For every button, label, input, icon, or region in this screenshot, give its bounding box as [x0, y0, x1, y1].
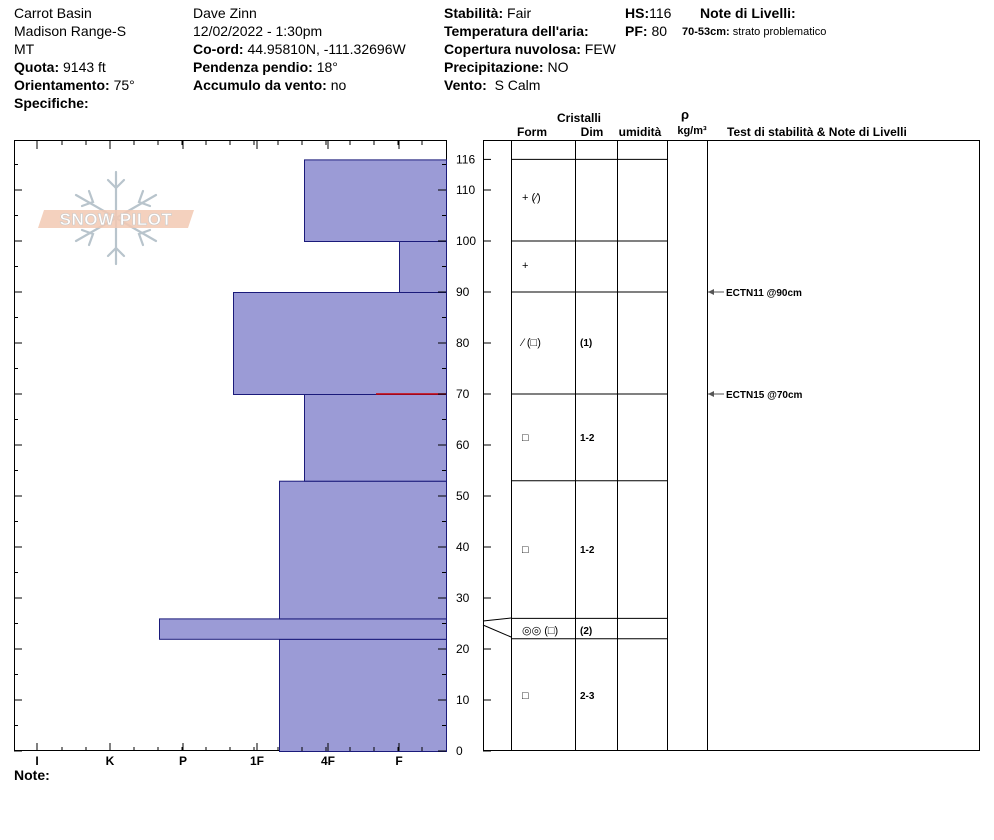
location: Carrot Basin — [14, 5, 92, 21]
connector-bottom — [483, 625, 511, 637]
observer: Dave Zinn — [193, 5, 257, 21]
elevation-label: Quota: — [14, 59, 60, 75]
hardness-layer-0 — [280, 639, 447, 751]
aspect-label: Orientamento: — [14, 77, 110, 93]
hardness-layer-1 — [160, 619, 447, 639]
state: MT — [14, 41, 35, 57]
stability-value: Fair — [507, 5, 532, 21]
depth-label-30: 30 — [456, 591, 470, 605]
elevation-value: 9143 ft — [63, 59, 106, 75]
notes-label: Note: — [14, 767, 50, 783]
depth-label-116: 116 — [456, 152, 476, 167]
depth-label-0: 0 — [456, 744, 463, 758]
connector-top — [483, 618, 511, 621]
crystal-form-0: □ — [522, 690, 529, 702]
crystal-form-2: □ — [522, 544, 529, 556]
hardness-layer-3 — [305, 395, 447, 482]
crystal-form-4: ⁄ (□) — [522, 337, 541, 349]
hardness-label-P: P — [178, 754, 188, 768]
pf-label: PF: — [625, 23, 648, 39]
crystal-size-2: 1-2 — [580, 545, 595, 556]
depth-label-20: 20 — [456, 642, 470, 656]
depth-label-90: 90 — [456, 285, 470, 299]
hardness-label-K: K — [105, 754, 115, 768]
wind-loading-value: no — [330, 77, 347, 93]
precip-label: Precipitazione: — [444, 59, 544, 75]
crystal-form-3: □ — [522, 432, 529, 444]
hardness-label-I: I — [35, 754, 39, 768]
aspect-value: 75° — [113, 77, 135, 93]
hardness-layer-6 — [305, 160, 447, 242]
specifics-label: Specifiche: — [14, 95, 89, 111]
precip-value: NO — [547, 59, 569, 75]
layer-notes-label: Note di Livelli: — [700, 5, 796, 21]
depth-label-70: 70 — [456, 387, 470, 401]
crystal-size-4: (1) — [580, 338, 593, 349]
depth-label-60: 60 — [456, 438, 470, 452]
hardness-label-F: F — [395, 754, 403, 768]
hardness-label-4F: 4F — [320, 754, 336, 768]
pf-value: 80 — [651, 23, 668, 39]
depth-label-40: 40 — [456, 540, 470, 554]
cloud-value: FEW — [584, 41, 616, 57]
hs-value: 116 — [649, 5, 672, 21]
hs-label: HS: — [625, 5, 650, 21]
crystals-header: Cristalli — [556, 111, 602, 125]
crystal-size-1: (2) — [580, 626, 593, 637]
stability-test-label-0: ECTN11 @90cm — [726, 288, 802, 299]
depth-label-10: 10 — [456, 693, 470, 707]
stability-test-label-1: ECTN15 @70cm — [726, 390, 803, 401]
cloud-label: Copertura nuvolosa: — [444, 41, 581, 57]
hardness-layer-5 — [400, 242, 447, 293]
rho-header: ρ — [680, 107, 690, 122]
logo-text: SNOW PILOT — [59, 210, 173, 229]
depth-label-50: 50 — [456, 489, 470, 503]
wind-loading-label: Accumulo da vento: — [193, 77, 327, 93]
form-header: Form — [517, 125, 547, 139]
test-arrow-head-0 — [708, 289, 714, 295]
hardness-label-1F: 1F — [249, 754, 265, 768]
crystal-table-frame — [484, 141, 980, 751]
stability-label: Stabilità: — [444, 5, 504, 21]
mountain-range: Madison Range-S — [14, 23, 127, 39]
hardness-bars — [160, 160, 447, 752]
dim-header: Dim — [580, 125, 604, 139]
air-temp-label: Temperatura dell'aria: — [444, 23, 589, 39]
density-unit-header: kg/m³ — [677, 125, 707, 137]
hardness-layer-2 — [280, 481, 447, 619]
layer-note-text: strato problematico — [732, 26, 827, 38]
crystal-form-6: + (⁄) — [522, 192, 541, 204]
hardness-layer-4 — [234, 293, 447, 395]
test-arrow-head-1 — [708, 391, 714, 397]
depth-label-110: 110 — [456, 183, 476, 197]
depth-label-100: 100 — [456, 234, 477, 248]
crystal-form-5: + — [522, 260, 529, 272]
coord-label: Co-ord: — [193, 41, 244, 57]
stability-notes-header: Test di stabilità & Note di Livelli — [727, 125, 907, 139]
wind-label: Vento: — [444, 77, 487, 93]
moisture-header: umidità — [618, 125, 662, 139]
crystal-size-0: 2-3 — [580, 691, 595, 702]
stability-tests — [708, 288, 803, 401]
crystal-size-3: 1-2 — [580, 433, 595, 444]
depth-label-80: 80 — [456, 336, 470, 350]
slope-value: 18° — [316, 59, 338, 75]
layer-note-range: 70-53cm: — [682, 26, 730, 38]
crystal-form-1: ◎◎ (□) — [522, 625, 559, 637]
slope-label: Pendenza pendio: — [193, 59, 313, 75]
datetime: 12/02/2022 - 1:30pm — [193, 23, 323, 39]
coord-value: 44.95810N, -111.32696W — [247, 41, 406, 57]
wind-value: S Calm — [494, 77, 541, 93]
